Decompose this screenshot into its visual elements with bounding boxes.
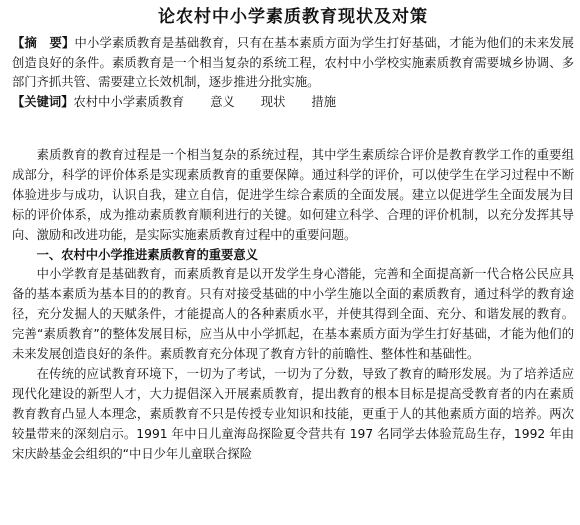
body-paragraph: 素质教育的教育过程是一个相当复杂的系统过程，其中学生素质综合评价是教育教学工作的重要组成部分，科学的评价体系是实现素质教育的重要保障。通过科学的评价，可以使学生在学习过程中不断体验进步与成功，认识自我，建立自信，促进学生综合素质的全面发展。建立以促进学生全面发展为目标的评价体系，成为推动素质教育顺利进行的关键。如何建立科学、合理的评价机制，以充分发挥其导向、激励和改进功能，是实际实施素质教育过程中的重要问题。 — [12, 148, 574, 242]
keywords — [12, 93, 574, 113]
section-heading: 一、农村中小学推进素质教育的重要意义 — [36, 247, 258, 262]
keyword-term: 措施 — [311, 94, 337, 109]
body-paragraph: 中小学教育是基础教育，而素质教育是以开发学生身心潜能，完善和全面提高新一代合格公民应具备的基本素质为基本目的的教育。只有对接受基础的中小学生施以全面的素质教育，通过科学的教育途径，充分发掘人的天赋条件，才能提高人的各种素质水平，并使其得到全面、充分、和谐发展的教育。完善“素质教育”的整体发展目标，应当从中小学抓起，在基本素质方面为学生打好基础，才能为他们的未来发展创造良好的条件。素质教育充分体现了教育方针的前瞻性、整体性和基础性。 — [12, 267, 574, 362]
keyword-term: 意义 — [210, 94, 235, 109]
keyword-term: 现状 — [260, 94, 286, 109]
abstract — [12, 34, 574, 93]
document-page — [0, 6, 580, 525]
document-title: 论农村中小学素质教育现状及对策 — [158, 7, 428, 27]
body-paragraph: 在传统的应试教育环境下，一切为了考试，一切为了分数，导致了教育的畸形发展。为了培养适应现代化建设的新型人才，大力提倡深入开展素质教育，提出教育的根本目标是提高受教育者的内在素质教育教育凸显人本理念，素质教育不只是传授专业知识和技能，更重于人的其他素质方面的培养。两次较量带来的深刻启示。1991 年中日儿童海岛探险夏令营共有 197 名同学去体验荒岛生存，1992 年由宋庆龄基金会组织的“中日少年儿童联合探险 — [12, 366, 574, 461]
keywords-label: 【关键词】 — [12, 94, 74, 109]
abstract-label: 【摘 要】 — [12, 36, 75, 50]
abstract-text: 中小学素质教育是基础教育，只有在基本素质方面为学生打好基础，才能为他们的未来发展创造良好的条件。素质教育是一个相当复杂的系统工程，农村中小学校实施素质教育需要城乡协调、多部门齐抓共管、需要建立长效机制，逐步推进分批实施。 — [12, 36, 574, 89]
keyword-term: 农村中小学素质教育 — [73, 94, 185, 109]
spacer — [12, 112, 574, 146]
